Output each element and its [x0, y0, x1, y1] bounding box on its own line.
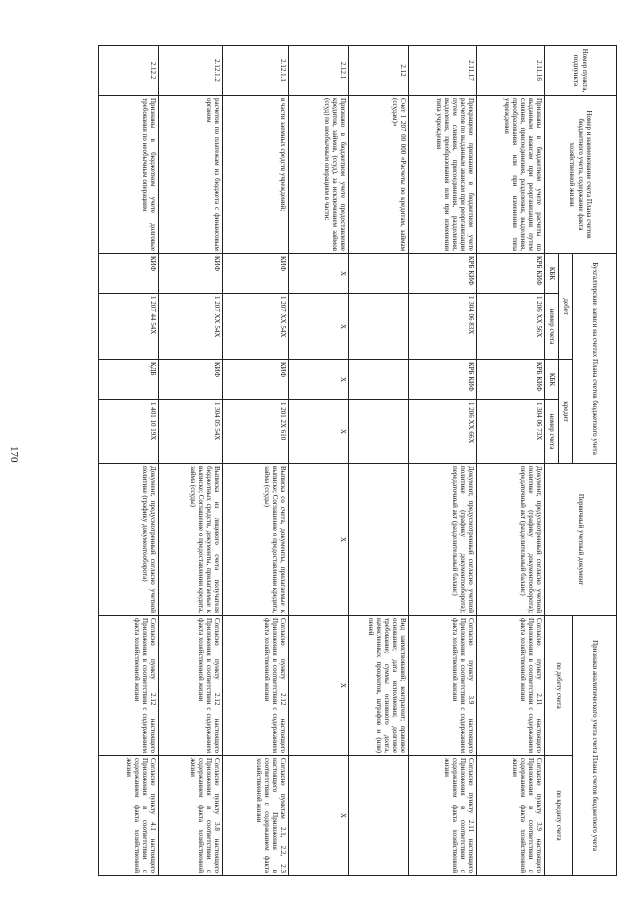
row-analytic-debit: Согласно пункту 2.12 настоящего Приложения в соответствии с содержанием факта хозяйственной жизни [159, 616, 223, 756]
row-debit-account: 1 207 XX 54X [159, 294, 223, 360]
header-name: Номер и наименование счета Плана счетов бюджетного учета, содержание факта хозяйственной жизни [545, 96, 617, 254]
row-doc: X [289, 464, 349, 616]
row-credit-account: 1 201 2X 610 [223, 400, 289, 464]
row-debit-kbk: КИФ [159, 254, 223, 294]
row-credit-kbk: КРБ КИФ [477, 360, 545, 400]
row-debit-account: 1 304 06 83X [409, 294, 477, 360]
row-name: Признано в бюджетном учете предоставление кредитов, займов, (ссуд), за исключением займов (ссуд) по необычным операциям в части: [289, 96, 349, 254]
header-debit: дебет [559, 254, 573, 360]
row-doc: Выписка из лицевого счета получателя бюджетных средств, документы, прилагаемые к выписке; Соглашение о предоставлении кредита, займа (ссуды) [159, 464, 223, 616]
row-num: 2.12.1 [289, 46, 349, 96]
row-analytic-debit: Согласно пункту 2.11 настоящего Приложения в соответствии с содержанием факта хозяйственной жизни [477, 616, 545, 756]
row-analytic-debit: Согласно пункту 2.12 настоящего Приложения в соответствии с содержанием факта хозяйственной жизни [223, 616, 289, 756]
row-doc: Выписка со счета, документы, прилагаемые к выписке; Соглашение о предоставлении кредита, займа (ссуды) [223, 464, 289, 616]
header-by-credit: по кредиту счета [545, 756, 573, 876]
row-credit-account [349, 400, 409, 464]
row-doc: Документ, предусмотренный согласно учетной политике (графику документооборота) [99, 464, 159, 616]
header-num: Номер пункта, подпункта [545, 46, 617, 96]
table-row [99, 46, 159, 876]
row-name: в части заемных средств учреждений; [223, 96, 289, 254]
row-analytic-credit: Согласно пункту 2.11 настоящего Приложения в соответствии с содержанием факта хозяйственной жизни [409, 756, 477, 876]
row-credit-kbk: X [289, 360, 349, 400]
header-analytic: Признаки аналитического учета счета Плана счетов бюджетного учета [573, 616, 617, 876]
row-credit-account: 1 304 06 73X [477, 400, 545, 464]
row-credit-kbk: КРБ КИФ [409, 360, 477, 400]
header-by-debit: по дебету счета [545, 616, 573, 756]
row-analytic-credit: Согласно пункту 3.9 настоящего Приложения в соответствии с содержанием факта хозяйственной жизни [477, 756, 545, 876]
row-analytic-credit [349, 756, 409, 876]
row-analytic-credit: X [289, 756, 349, 876]
page-number: 170 [8, 446, 20, 463]
row-credit-kbk: КИФ [223, 360, 289, 400]
row-credit-kbk [349, 360, 409, 400]
row-debit-account: 1 207 44 54X [99, 294, 159, 360]
row-credit-account: 1 401 10 19X [99, 400, 159, 464]
row-debit-kbk: КРБ КИФ [409, 254, 477, 294]
row-credit-account: 1 304 05 54X [159, 400, 223, 464]
row-debit-account [349, 294, 409, 360]
table-row [289, 46, 349, 876]
row-credit-kbk: КДБ [99, 360, 159, 400]
row-debit-kbk: КРБ КИФ [477, 254, 545, 294]
header-entries: Бухгалтерские записи на счетах Плана счетов бюджетного учета [573, 254, 617, 464]
row-analytic-credit: Согласно пункту 4.1 настоящего Приложения в соответствии с содержанием факта хозяйственной жизни [99, 756, 159, 876]
row-doc: Документ, предусмотренный согласно учетной политике (графику документооборота); передаточный акт (разделительный баланс) [477, 464, 545, 616]
row-debit-account: X [289, 294, 349, 360]
header-doc: Первичный учетный документ [545, 464, 617, 616]
table-row [159, 46, 223, 876]
rotated-table-container [25, 45, 617, 875]
row-credit-account: 1 206 XX 66X [409, 400, 477, 464]
row-analytic-debit: Вид заимствований; контрагент; правовое основание; дата исполнения; долговое требование; суммы основного долга, начисленных процентов, штрафов и (или) пеней [349, 616, 409, 756]
row-name: Признаны в бюджетном учете расчеты по выданным авансам при реорганизации путем слияния, присоединения, разделения, выделения, преобразования или при изменении типа учреждения [477, 96, 545, 254]
row-num: 2.11.17 [409, 46, 477, 96]
accounting-entries-table [98, 45, 617, 876]
row-name: расчетов по платежам из бюджета с финансовым органом [159, 96, 223, 254]
row-credit-kbk: КИФ [159, 360, 223, 400]
row-debit-account: 1 206 XX 56X [477, 294, 545, 360]
row-name: Признаны в бюджетном учете долговые требования по необычным операциям [99, 96, 159, 254]
row-doc: Документ, предусмотренный согласно учетной политике (графику документооборота); передаточный акт (разделительный баланс) [409, 464, 477, 616]
row-num: 2.12.2 [99, 46, 159, 96]
row-name: Прекращено признание в бюджетном учете расчетов по выданным авансам при реорганизации путем слияния, присоединения, разделения, выделения, преобразования или при изменении типа учреждения [409, 96, 477, 254]
row-num: 2.12.1.1 [223, 46, 289, 96]
header-debit-account: номер счета [545, 294, 559, 360]
table-row [349, 46, 409, 876]
header-credit: кредит [559, 360, 573, 464]
row-num: 2.12.1.2 [159, 46, 223, 96]
table-row [477, 46, 545, 876]
row-analytic-credit: Согласно пункту 3.8 настоящего Приложения в соответствии с содержанием факта хозяйственной жизни [159, 756, 223, 876]
row-analytic-debit: X [289, 616, 349, 756]
row-debit-kbk [349, 254, 409, 294]
table-row [223, 46, 289, 876]
row-name: Счет 1 207 00 000 «Расчеты по кредитам, займам (ссудам)» [349, 96, 409, 254]
row-analytic-credit: Согласно пунктам 2.1, 2.2, 2.3 настоящего Приложения в соответствии с содержанием факта хозяйственной жизни [223, 756, 289, 876]
row-debit-kbk: КИФ [223, 254, 289, 294]
row-credit-account: X [289, 400, 349, 464]
header-debit-kbk: КБК [545, 254, 559, 294]
header-credit-kbk: КБК [545, 360, 559, 400]
row-debit-account: 1 207 XX 54X [223, 294, 289, 360]
row-num: 2.12 [349, 46, 409, 96]
row-debit-kbk: X [289, 254, 349, 294]
row-debit-kbk: КИФ [99, 254, 159, 294]
row-num: 2.11.16 [477, 46, 545, 96]
header-credit-account: номер счета [545, 400, 559, 464]
row-analytic-debit: Согласно пункту 3.9 настоящего Приложения в соответствии с содержанием факта хозяйственной жизни [409, 616, 477, 756]
row-doc [349, 464, 409, 616]
row-analytic-debit: Согласно пункту 2.12 настоящего Приложения в соответствии с содержанием факта хозяйственной жизни [99, 616, 159, 756]
table-row [409, 46, 477, 876]
